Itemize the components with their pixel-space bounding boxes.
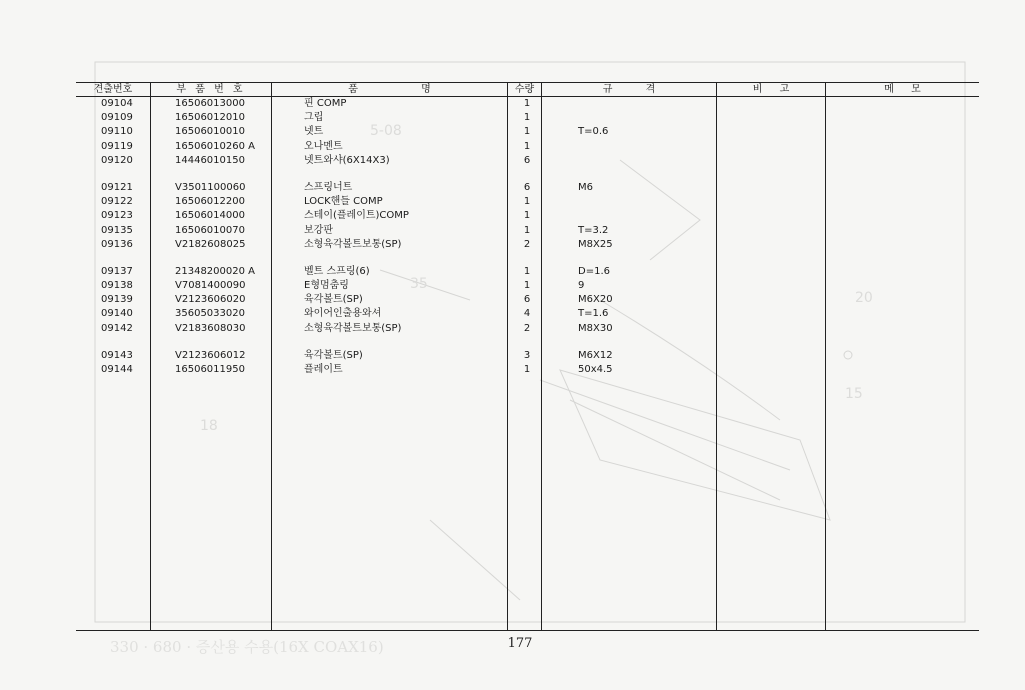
table-row xyxy=(75,224,980,238)
quantity-cell: 2 xyxy=(523,238,531,250)
table-row xyxy=(75,363,980,377)
part-name-cell: 그립 xyxy=(304,112,324,124)
quantity-cell: 6 xyxy=(523,294,531,306)
part-name-cell: 와이어인출용와셔 xyxy=(304,308,382,320)
part-name-cell: 핀 COMP xyxy=(304,98,347,109)
table-row xyxy=(75,293,980,307)
header-quantity: 수량 xyxy=(514,84,535,95)
ref-number-cell: 09137 xyxy=(101,265,133,277)
part-name-cell: 소형육각볼트보통(SP) xyxy=(304,322,402,334)
part-number-cell: 35605033020 xyxy=(175,308,245,320)
part-number-cell: 16506011950 xyxy=(175,364,245,375)
ref-number-cell: 09144 xyxy=(101,364,133,375)
part-name-cell: 스프링너트 xyxy=(304,181,353,193)
quantity-cell: 1 xyxy=(523,280,531,292)
spec-cell: T=3.2 xyxy=(578,224,609,236)
part-number-cell: V2182608025 xyxy=(175,238,246,250)
part-number-cell: 16506010260 A xyxy=(175,140,256,152)
quantity-cell: 6 xyxy=(523,154,531,166)
ref-number-cell: 09119 xyxy=(101,140,133,152)
ref-number-cell: 09142 xyxy=(101,322,133,334)
quantity-cell: 3 xyxy=(523,349,531,361)
part-name-cell: 오나멘트 xyxy=(304,140,343,152)
part-number-cell: V3501100060 xyxy=(175,181,246,193)
ref-number-cell: 09140 xyxy=(101,308,133,320)
spec-cell: T=0.6 xyxy=(578,126,609,138)
table-bottom-rule xyxy=(76,630,979,631)
part-number-cell: 21348200020 A xyxy=(175,265,256,277)
table-row xyxy=(75,154,980,168)
table-row xyxy=(75,209,980,223)
part-name-cell: 육각볼트(SP) xyxy=(304,294,363,306)
table-row xyxy=(75,279,980,293)
svg-text:35: 35 xyxy=(410,276,428,292)
part-number-cell: V7081400090 xyxy=(175,280,246,292)
spec-cell: 9 xyxy=(578,280,585,292)
part-name-cell: 넷트 xyxy=(304,126,324,138)
part-name-cell: 육각볼트(SP) xyxy=(304,349,363,361)
svg-text:15: 15 xyxy=(845,386,863,402)
svg-text:330 · 680 · 증산용 수용(16X COAX16): 330 · 680 · 증산용 수용(16X COAX16) xyxy=(110,638,384,656)
spec-cell: M6X12 xyxy=(578,349,613,361)
part-name-cell: 벨트 스프링(6) xyxy=(304,265,370,277)
quantity-cell: 1 xyxy=(523,112,531,124)
spec-cell: M6 xyxy=(578,181,593,193)
table-row xyxy=(75,181,980,195)
quantity-cell: 1 xyxy=(523,210,531,222)
quantity-cell: 6 xyxy=(523,181,531,193)
part-name-cell: 보강판 xyxy=(304,224,333,236)
ref-number-cell: 09135 xyxy=(101,224,133,236)
spec-cell: M6X20 xyxy=(578,294,613,306)
table-row xyxy=(75,111,980,125)
ref-number-cell: 09109 xyxy=(101,112,133,124)
parts-table-body xyxy=(75,97,980,377)
part-name-cell: 넷트와샤(6X14X3) xyxy=(304,154,390,166)
spec-cell: D=1.6 xyxy=(578,265,610,277)
part-name-cell: LOCK핸들 COMP xyxy=(304,196,383,208)
ref-number-cell: 09110 xyxy=(101,126,133,138)
table-row xyxy=(75,125,980,139)
spec-cell: 50x4.5 xyxy=(578,364,613,375)
table-row xyxy=(75,307,980,321)
page-number: 177 xyxy=(507,636,533,651)
quantity-cell: 1 xyxy=(523,224,531,236)
table-row xyxy=(75,322,980,336)
header-remarks: 비 고 xyxy=(752,84,790,95)
part-number-cell: 16506010070 xyxy=(175,224,245,236)
part-number-cell: 16506010010 xyxy=(175,126,245,138)
ref-number-cell: 09122 xyxy=(101,196,133,208)
ref-number-cell: 09138 xyxy=(101,280,133,292)
table-row xyxy=(75,349,980,363)
part-number-cell: V2183608030 xyxy=(175,322,246,334)
part-number-cell: 16506012010 xyxy=(175,112,245,124)
part-name-cell: 스테이(플레이트)COMP xyxy=(304,210,409,222)
quantity-cell: 1 xyxy=(523,364,531,375)
ref-number-cell: 09120 xyxy=(101,154,133,166)
spec-cell: M8X30 xyxy=(578,322,613,334)
quantity-cell: 1 xyxy=(523,126,531,138)
part-number-cell: V2123606020 xyxy=(175,294,246,306)
quantity-cell: 1 xyxy=(523,98,531,109)
quantity-cell: 1 xyxy=(523,140,531,152)
header-memo: 메 모 xyxy=(884,84,921,95)
part-name-cell: 소형육각볼트보통(SP) xyxy=(304,238,402,250)
ref-number-cell: 09104 xyxy=(101,98,133,109)
header-part-number: 부 품 번 호 xyxy=(176,84,246,95)
ref-number-cell: 09121 xyxy=(101,181,133,193)
part-name-cell: 플레이트 xyxy=(304,364,343,375)
table-row xyxy=(75,238,980,252)
svg-text:5-08: 5-08 xyxy=(370,123,402,139)
table-row xyxy=(75,140,980,154)
table-row xyxy=(75,97,980,111)
quantity-cell: 1 xyxy=(523,265,531,277)
part-number-cell: V2123606012 xyxy=(175,349,246,361)
part-number-cell: 16506014000 xyxy=(175,210,245,222)
ref-number-cell: 09136 xyxy=(101,238,133,250)
table-row xyxy=(75,195,980,209)
header-part-name: 품 명 xyxy=(348,84,431,95)
part-number-cell: 16506013000 xyxy=(175,98,245,109)
quantity-cell: 1 xyxy=(523,196,531,208)
quantity-cell: 2 xyxy=(523,322,531,334)
part-number-cell: 14446010150 xyxy=(175,154,245,166)
spec-cell: M8X25 xyxy=(578,238,613,250)
quantity-cell: 4 xyxy=(523,308,531,320)
spec-cell: T=1.6 xyxy=(578,308,609,320)
part-name-cell: E형멈춤링 xyxy=(304,280,349,292)
header-spec: 규 격 xyxy=(602,84,656,95)
header-no: 견출번호 xyxy=(93,84,133,95)
svg-text:20: 20 xyxy=(855,290,873,306)
table-row xyxy=(75,265,980,279)
svg-text:18: 18 xyxy=(200,418,218,434)
ref-number-cell: 09143 xyxy=(101,349,133,361)
part-number-cell: 16506012200 xyxy=(175,196,245,208)
ref-number-cell: 09123 xyxy=(101,210,133,222)
ref-number-cell: 09139 xyxy=(101,294,133,306)
